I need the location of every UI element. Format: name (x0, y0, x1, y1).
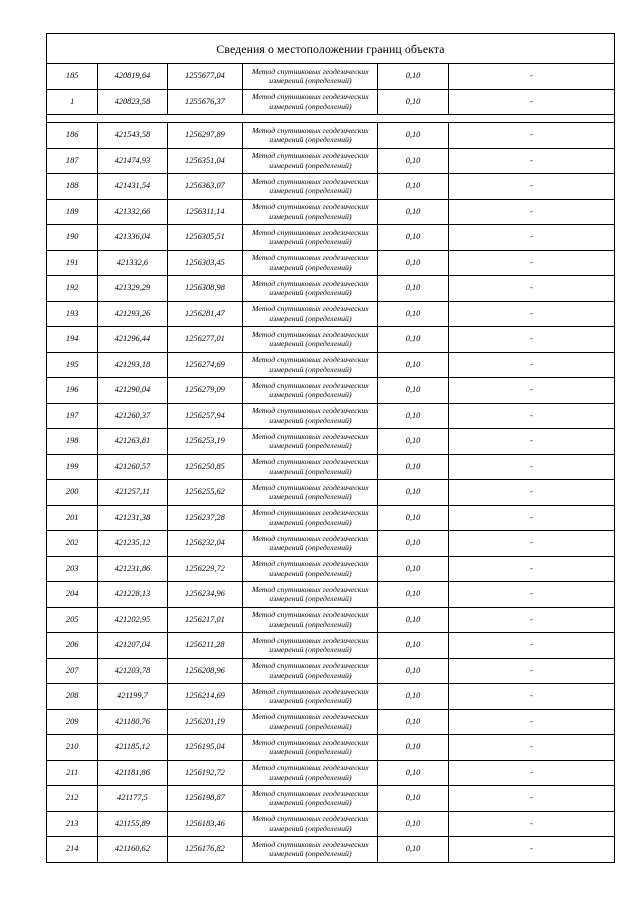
coord-y-cell: 1256311,14 (167, 199, 243, 225)
point-number-cell: 203 (47, 556, 98, 582)
coord-x-cell: 421203,78 (98, 658, 167, 684)
accuracy-cell: 0,10 (378, 123, 448, 149)
description-cell: - (448, 480, 614, 506)
method-cell: Метод спутниковых геодезических измерений (определений) (243, 352, 378, 378)
point-number-cell: 210 (47, 735, 98, 761)
point-number-cell: 207 (47, 658, 98, 684)
method-cell: Метод спутниковых геодезических измерений (определений) (243, 837, 378, 863)
method-cell: Метод спутниковых геодезических измерений (определений) (243, 658, 378, 684)
method-cell: Метод спутниковых геодезических измерений (определений) (243, 301, 378, 327)
coord-x-cell: 421543,58 (98, 123, 167, 149)
table-row (47, 505, 615, 531)
point-number-cell: 195 (47, 352, 98, 378)
description-cell: - (448, 505, 614, 531)
table-row (47, 837, 615, 863)
table-row (47, 301, 615, 327)
table-row (47, 556, 615, 582)
accuracy-cell: 0,10 (378, 531, 448, 557)
coord-y-cell: 1255677,04 (167, 64, 243, 90)
description-cell: - (448, 352, 614, 378)
description-cell: - (448, 556, 614, 582)
method-cell: Метод спутниковых геодезических измерений (определений) (243, 123, 378, 149)
table-row (47, 735, 615, 761)
method-cell: Метод спутниковых геодезических измерений (определений) (243, 327, 378, 353)
table-row (47, 633, 615, 659)
coord-y-cell: 1256192,72 (167, 760, 243, 786)
coord-y-cell: 1256234,96 (167, 582, 243, 608)
description-cell: - (448, 454, 614, 480)
coord-x-cell: 421155,89 (98, 811, 167, 837)
table-row (47, 786, 615, 812)
description-cell: - (448, 837, 614, 863)
method-cell: Метод спутниковых геодезических измерений (определений) (243, 64, 378, 90)
table-row (47, 276, 615, 302)
table-row (47, 454, 615, 480)
point-number-cell: 197 (47, 403, 98, 429)
accuracy-cell: 0,10 (378, 378, 448, 404)
accuracy-cell: 0,10 (378, 199, 448, 225)
table-row (47, 123, 615, 149)
method-cell: Метод спутниковых геодезических измерений (определений) (243, 607, 378, 633)
coord-y-cell: 1256176,82 (167, 837, 243, 863)
description-cell: - (448, 89, 614, 115)
coord-x-cell: 421336,04 (98, 225, 167, 251)
method-cell: Метод спутниковых геодезических измерений (определений) (243, 811, 378, 837)
coord-y-cell: 1256255,62 (167, 480, 243, 506)
coord-y-cell: 1256308,98 (167, 276, 243, 302)
coord-y-cell: 1256208,96 (167, 658, 243, 684)
accuracy-cell: 0,10 (378, 327, 448, 353)
coord-x-cell: 421199,7 (98, 684, 167, 710)
method-cell: Метод спутниковых геодезических измерений (определений) (243, 225, 378, 251)
accuracy-cell: 0,10 (378, 148, 448, 174)
description-cell: - (448, 811, 614, 837)
coord-y-cell: 1256232,04 (167, 531, 243, 557)
description-cell: - (448, 684, 614, 710)
description-cell: - (448, 250, 614, 276)
table-row (47, 760, 615, 786)
coord-y-cell: 1256281,47 (167, 301, 243, 327)
point-number-cell: 200 (47, 480, 98, 506)
title-row (47, 34, 615, 64)
point-number-cell: 201 (47, 505, 98, 531)
coord-y-cell: 1256250,85 (167, 454, 243, 480)
coord-x-cell: 421160,62 (98, 837, 167, 863)
accuracy-cell: 0,10 (378, 64, 448, 90)
method-cell: Метод спутниковых геодезических измерений (определений) (243, 148, 378, 174)
coord-x-cell: 421431,54 (98, 174, 167, 200)
accuracy-cell: 0,10 (378, 89, 448, 115)
table-row (47, 352, 615, 378)
description-cell: - (448, 760, 614, 786)
point-number-cell: 192 (47, 276, 98, 302)
method-cell: Метод спутниковых геодезических измерений (определений) (243, 480, 378, 506)
coord-y-cell: 1256195,04 (167, 735, 243, 761)
point-number-cell: 211 (47, 760, 98, 786)
coord-y-cell: 1256303,45 (167, 250, 243, 276)
accuracy-cell: 0,10 (378, 556, 448, 582)
method-cell: Метод спутниковых геодезических измерений (определений) (243, 633, 378, 659)
table-row (47, 582, 615, 608)
coord-x-cell: 421185,12 (98, 735, 167, 761)
coord-x-cell: 421180,76 (98, 709, 167, 735)
table-row (47, 531, 615, 557)
point-number-cell: 204 (47, 582, 98, 608)
point-number-cell: 189 (47, 199, 98, 225)
point-number-cell: 212 (47, 786, 98, 812)
description-cell: - (448, 225, 614, 251)
point-number-cell: 193 (47, 301, 98, 327)
coord-x-cell: 421231,38 (98, 505, 167, 531)
point-number-cell: 202 (47, 531, 98, 557)
accuracy-cell: 0,10 (378, 837, 448, 863)
method-cell: Метод спутниковых геодезических измерений (определений) (243, 760, 378, 786)
coord-x-cell: 421332,6 (98, 250, 167, 276)
coord-y-cell: 1256253,19 (167, 429, 243, 455)
point-number-cell: 185 (47, 64, 98, 90)
coord-x-cell: 421474,93 (98, 148, 167, 174)
coord-x-cell: 421332,66 (98, 199, 167, 225)
coord-y-cell: 1256297,89 (167, 123, 243, 149)
method-cell: Метод спутниковых геодезических измерений (определений) (243, 429, 378, 455)
point-number-cell: 214 (47, 837, 98, 863)
method-cell: Метод спутниковых геодезических измерений (определений) (243, 378, 378, 404)
description-cell: - (448, 378, 614, 404)
table-row (47, 684, 615, 710)
coord-x-cell: 421231,86 (98, 556, 167, 582)
coord-y-cell: 1256229,72 (167, 556, 243, 582)
accuracy-cell: 0,10 (378, 454, 448, 480)
coord-y-cell: 1256214,69 (167, 684, 243, 710)
accuracy-cell: 0,10 (378, 225, 448, 251)
coord-y-cell: 1256217,01 (167, 607, 243, 633)
description-cell: - (448, 531, 614, 557)
point-number-cell: 191 (47, 250, 98, 276)
coord-y-cell: 1256198,87 (167, 786, 243, 812)
method-cell: Метод спутниковых геодезических измерений (определений) (243, 735, 378, 761)
spacer-row (47, 115, 615, 123)
method-cell: Метод спутниковых геодезических измерений (определений) (243, 250, 378, 276)
method-cell: Метод спутниковых геодезических измерений (определений) (243, 276, 378, 302)
point-number-cell: 1 (47, 89, 98, 115)
coord-x-cell: 421293,18 (98, 352, 167, 378)
point-number-cell: 205 (47, 607, 98, 633)
method-cell: Метод спутниковых геодезических измерений (определений) (243, 582, 378, 608)
description-cell: - (448, 276, 614, 302)
coord-y-cell: 1256305,51 (167, 225, 243, 251)
table-row (47, 225, 615, 251)
description-cell: - (448, 429, 614, 455)
table-row (47, 480, 615, 506)
point-number-cell: 199 (47, 454, 98, 480)
coord-y-cell: 1256201,19 (167, 709, 243, 735)
coord-y-cell: 1256351,04 (167, 148, 243, 174)
method-cell: Метод спутниковых геодезических измерений (определений) (243, 531, 378, 557)
page-title: Сведения о местоположении границ объекта (47, 34, 615, 64)
method-cell: Метод спутниковых геодезических измерений (определений) (243, 454, 378, 480)
description-cell: - (448, 301, 614, 327)
description-cell: - (448, 709, 614, 735)
accuracy-cell: 0,10 (378, 607, 448, 633)
method-cell: Метод спутниковых геодезических измерений (определений) (243, 684, 378, 710)
coord-x-cell: 421290,04 (98, 378, 167, 404)
table-row (47, 811, 615, 837)
accuracy-cell: 0,10 (378, 480, 448, 506)
point-number-cell: 188 (47, 174, 98, 200)
table-row (47, 148, 615, 174)
accuracy-cell: 0,10 (378, 582, 448, 608)
accuracy-cell: 0,10 (378, 811, 448, 837)
point-number-cell: 206 (47, 633, 98, 659)
description-cell: - (448, 633, 614, 659)
description-cell: - (448, 735, 614, 761)
point-number-cell: 198 (47, 429, 98, 455)
description-cell: - (448, 403, 614, 429)
coord-y-cell: 1256277,01 (167, 327, 243, 353)
description-cell: - (448, 174, 614, 200)
coord-y-cell: 1256211,28 (167, 633, 243, 659)
coord-x-cell: 420823,58 (98, 89, 167, 115)
accuracy-cell: 0,10 (378, 786, 448, 812)
coord-x-cell: 421263,81 (98, 429, 167, 455)
boundary-coordinates-table (46, 33, 615, 863)
accuracy-cell: 0,10 (378, 658, 448, 684)
coord-y-cell: 1256279,09 (167, 378, 243, 404)
accuracy-cell: 0,10 (378, 250, 448, 276)
table-row (47, 64, 615, 90)
accuracy-cell: 0,10 (378, 403, 448, 429)
method-cell: Метод спутниковых геодезических измерений (определений) (243, 786, 378, 812)
method-cell: Метод спутниковых геодезических измерений (определений) (243, 556, 378, 582)
table-row (47, 607, 615, 633)
point-number-cell: 208 (47, 684, 98, 710)
coord-x-cell: 421181,86 (98, 760, 167, 786)
accuracy-cell: 0,10 (378, 760, 448, 786)
method-cell: Метод спутниковых геодезических измерений (определений) (243, 199, 378, 225)
table-row (47, 429, 615, 455)
table-row (47, 709, 615, 735)
coord-x-cell: 421329,29 (98, 276, 167, 302)
coord-x-cell: 421296,44 (98, 327, 167, 353)
method-cell: Метод спутниковых геодезических измерений (определений) (243, 505, 378, 531)
method-cell: Метод спутниковых геодезических измерений (определений) (243, 403, 378, 429)
description-cell: - (448, 64, 614, 90)
point-number-cell: 213 (47, 811, 98, 837)
table-row (47, 378, 615, 404)
coord-y-cell: 1255676,37 (167, 89, 243, 115)
table-row (47, 199, 615, 225)
table-row (47, 250, 615, 276)
method-cell: Метод спутниковых геодезических измерений (определений) (243, 174, 378, 200)
point-number-cell: 194 (47, 327, 98, 353)
coord-y-cell: 1256183,46 (167, 811, 243, 837)
point-number-cell: 209 (47, 709, 98, 735)
accuracy-cell: 0,10 (378, 301, 448, 327)
coord-x-cell: 421257,11 (98, 480, 167, 506)
description-cell: - (448, 786, 614, 812)
accuracy-cell: 0,10 (378, 174, 448, 200)
accuracy-cell: 0,10 (378, 429, 448, 455)
coord-x-cell: 421228,13 (98, 582, 167, 608)
coord-x-cell: 420819,64 (98, 64, 167, 90)
spacer-cell (47, 115, 615, 123)
accuracy-cell: 0,10 (378, 684, 448, 710)
accuracy-cell: 0,10 (378, 276, 448, 302)
description-cell: - (448, 607, 614, 633)
description-cell: - (448, 199, 614, 225)
coord-y-cell: 1256237,28 (167, 505, 243, 531)
table-row (47, 89, 615, 115)
coord-x-cell: 421260,57 (98, 454, 167, 480)
table-row (47, 174, 615, 200)
table-row (47, 403, 615, 429)
point-number-cell: 190 (47, 225, 98, 251)
coord-x-cell: 421260,37 (98, 403, 167, 429)
coord-x-cell: 421177,5 (98, 786, 167, 812)
description-cell: - (448, 327, 614, 353)
table-row (47, 658, 615, 684)
method-cell: Метод спутниковых геодезических измерений (определений) (243, 89, 378, 115)
description-cell: - (448, 582, 614, 608)
table-body (47, 34, 615, 863)
coord-y-cell: 1256274,69 (167, 352, 243, 378)
table-row (47, 327, 615, 353)
point-number-cell: 196 (47, 378, 98, 404)
method-cell: Метод спутниковых геодезических измерений (определений) (243, 709, 378, 735)
accuracy-cell: 0,10 (378, 709, 448, 735)
description-cell: - (448, 658, 614, 684)
coord-x-cell: 421202,95 (98, 607, 167, 633)
coord-x-cell: 421293,26 (98, 301, 167, 327)
description-cell: - (448, 148, 614, 174)
coord-y-cell: 1256257,94 (167, 403, 243, 429)
coord-x-cell: 421207,04 (98, 633, 167, 659)
accuracy-cell: 0,10 (378, 505, 448, 531)
point-number-cell: 186 (47, 123, 98, 149)
coord-y-cell: 1256363,07 (167, 174, 243, 200)
description-cell: - (448, 123, 614, 149)
point-number-cell: 187 (47, 148, 98, 174)
accuracy-cell: 0,10 (378, 633, 448, 659)
accuracy-cell: 0,10 (378, 735, 448, 761)
accuracy-cell: 0,10 (378, 352, 448, 378)
coord-x-cell: 421235,12 (98, 531, 167, 557)
